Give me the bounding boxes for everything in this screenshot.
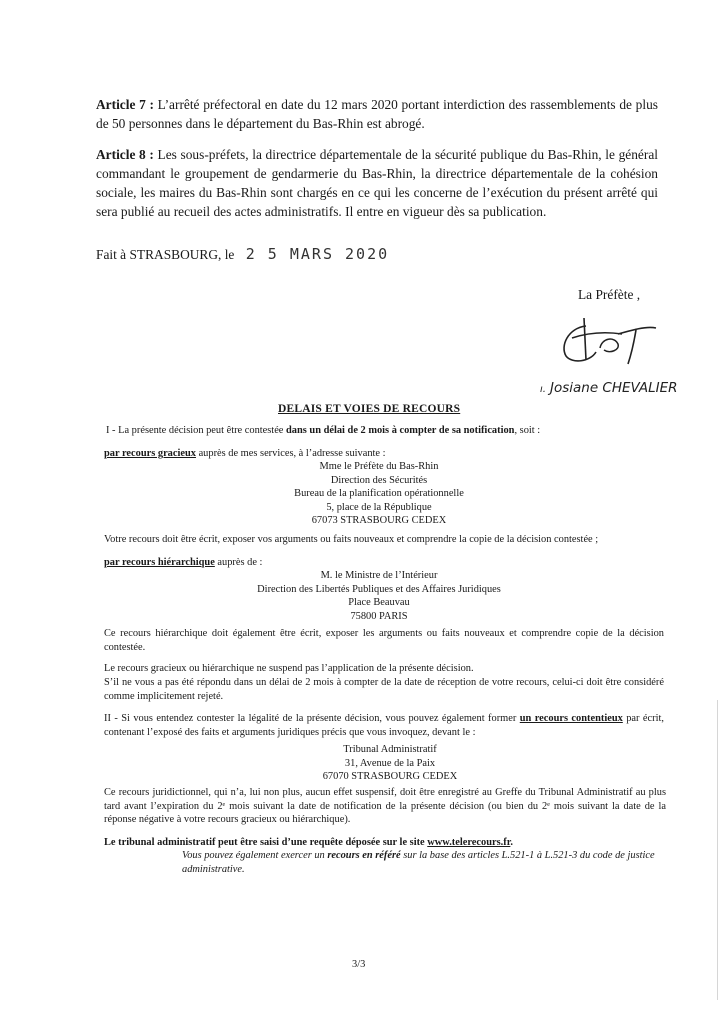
telerecours-post: . <box>510 837 513 848</box>
address-line: 67073 STRASBOURG CEDEX <box>311 515 447 526</box>
recours-intro-pre: I - La présente décision peut être contestée <box>106 425 287 436</box>
signature-mark: ı. <box>540 384 546 395</box>
silence-note: S’il ne vous a pas été répondu dans un délai de 2 mois à compter de la date de réception de votre recours, celui-ci doit être considéré comme implicitement rejeté. <box>104 677 664 702</box>
recours-gracieux-text: auprès de mes services, à l’adresse suivante : <box>195 448 386 459</box>
refere-post: sur la base des articles L.521-1 à L.521-3 du code de justice administrative. <box>182 850 655 875</box>
refere-note <box>182 849 660 876</box>
recours-gracieux-label: par recours gracieux <box>104 448 196 459</box>
telerecours-link[interactable]: www.telerecours.fr <box>427 837 511 848</box>
recours-contentieux-pre: II - Si vous entendez contester la légalité de la présente décision, vous pouvez également former <box>104 713 520 724</box>
recours-hierarchique-label: par recours hiérarchique <box>104 557 215 568</box>
page-number: 3/3 <box>352 959 366 970</box>
hierarchique-address <box>226 569 532 623</box>
address-line: 5, place de la République <box>326 501 432 513</box>
recours-contentieux-post: par écrit, contenant l’exposé des faits et arguments juridiques précis que vous invoquez, devant le : <box>104 713 664 738</box>
article-7 <box>96 95 658 133</box>
address-line: Place Beauvau <box>348 597 410 608</box>
recours-contentieux <box>104 712 664 739</box>
recours-gracieux <box>104 447 386 461</box>
date-stamp: 2 5 MARS 2020 <box>245 245 390 263</box>
signatory-name-text: Josiane CHEVALIER <box>549 380 678 396</box>
juridictionnel-note: Ce recours juridictionnel, qui n’a, lui non plus, aucun effet suspensif, doit être enregistré au Greffe du Tribunal Administratif au plus tard avant l’expiration du 2ᵉ mois suivant la date de notification de la présente décision (ou bien du 2ᵉ mois suivant la date de la réponse négative à votre recours gracieux ou hiérarchique). <box>104 787 666 825</box>
signatory-name <box>540 380 678 396</box>
article-8-text: Les sous-préfets, la directrice départementale de la sécurité publique du Bas-Rhin, le général commandant le groupement de gendarmerie du Bas-Rhin, la directrice départementale de la cohésion sociale, les maires du Bas-Rhin sont chargés en ce qui les concerne de l’exécution du présent arrêté qui sera publié au recueil des actes administratifs. Il entre en vigueur dès sa publication. <box>96 147 658 219</box>
recours-hierarchique <box>104 556 262 570</box>
address-line: Direction des Sécurités <box>330 474 428 486</box>
fait-a-text: Fait à STRASBOURG, le <box>96 247 235 262</box>
article-8 <box>96 145 658 221</box>
signature-title: La Préfète , <box>578 287 641 302</box>
article-7-label: Article 7 : <box>96 97 154 112</box>
address-line: Direction des Libertés Publiques et des Affaires Juridiques <box>257 583 501 595</box>
gracieux-note: Votre recours doit être écrit, exposer vos arguments ou faits nouveaux et comprendre la copie de la décision contestée ; <box>104 534 599 545</box>
recours-hierarchique-text: auprès de : <box>214 557 263 568</box>
gracieux-address <box>250 460 508 528</box>
hierarchique-note: Ce recours hiérarchique doit également être écrit, exposer les arguments ou faits nouveaux et comprendre copie de la décision contestée. <box>104 628 664 653</box>
address-line: Tribunal Administratif <box>343 744 437 755</box>
recours-contentieux-label: un recours contentieux <box>519 713 623 724</box>
address-line: M. le Ministre de l’Intérieur <box>320 570 438 581</box>
suspend-note: Le recours gracieux ou hiérarchique ne suspend pas l’application de la présente décision. <box>104 663 474 674</box>
address-line: Mme le Préfète du Bas-Rhin <box>319 461 439 472</box>
recours-heading: DELAIS ET VOIES DE RECOURS <box>278 403 461 415</box>
article-8-label: Article 8 : <box>96 147 154 162</box>
article-7-text: L’arrêté préfectoral en date du 12 mars 2020 portant interdiction des rassemblements de plus de 50 personnes dans le département du Bas-Rhin est abrogé. <box>96 97 658 131</box>
refere-pre: Vous pouvez également exercer un <box>182 850 328 861</box>
address-line: 67070 STRASBOURG CEDEX <box>322 771 458 782</box>
recours-intro-bold: dans un délai de 2 mois à compter de sa notification <box>286 425 515 436</box>
handwritten-signature <box>556 312 666 370</box>
address-line: 75800 PARIS <box>350 610 408 622</box>
tribunal-address <box>290 743 490 784</box>
telerecours-note <box>104 836 664 850</box>
address-line: Bureau de la planification opérationnelle <box>294 488 464 499</box>
telerecours-pre: Le tribunal administratif peut être saisi d’une requête déposée sur le site <box>104 837 428 848</box>
address-line: 31, Avenue de la Paix <box>344 757 436 769</box>
recours-intro <box>106 424 666 438</box>
scan-edge <box>717 700 718 1000</box>
recours-intro-post: , soit : <box>514 425 541 436</box>
fait-a-line <box>96 245 389 263</box>
refere-bold: recours en référé <box>327 850 401 861</box>
